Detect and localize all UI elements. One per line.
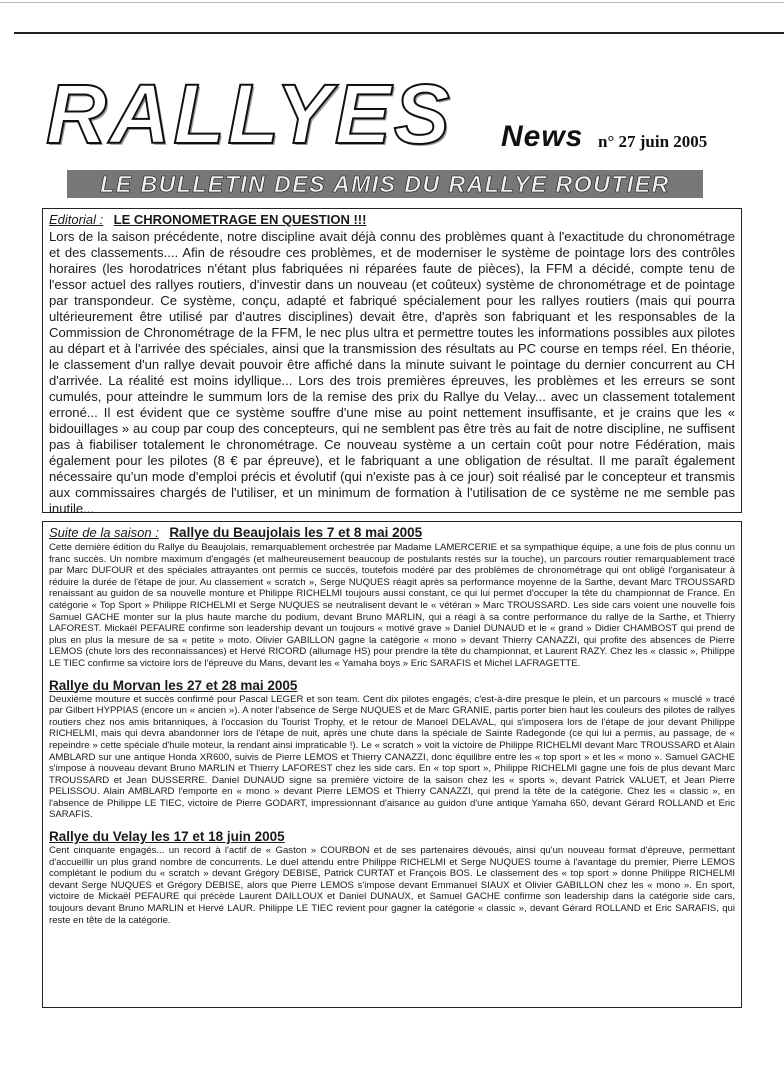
velay-body: Cent cinquante engagés... un record à l'actif de « Gaston » COURBON et de ses partenaires dévoués, ainsi qu'un nouveau format d'épreuve, permettant d'accueillir un plus grand nombre de concurrents. Le duel attendu entre Philippe RICHELMI et Serge NUQUES tourne à l'avantage du premier, Pierre LEMOS complétant le podium du « scratch » devant Grégory DEBISE, Patrick CURTAT et François BOS. Le classement des « top sport » donne Philippe RICHELMI devant Serge NUQUES et Grégory DEBISE, alors que Pierre LEMOS s'impose devant Emmanuel SIAUX et Olivier GABILLON chez les « mono ». En sport, victoire de Mickaël PEFAURE qui précède Laurent DAILLOUX et Daniel DUNAUX, et Samuel GACHE confirme son leadership dans la catégorie side cars, toujours devant Bruno MARLIN et Hervé LAUR. Philippe LE TIEC revient pour gagner la catégorie « classic », devant Gérard ROLLAND et Eric SARAFIS, qui reste en tête de la catégorie. [49,845,735,926]
morvan-body: Deuxième mouture et succès confirmé pour Pascal LEGER et son team. Cent dix pilotes engagés, c'est-à-dire presque le plein, et un parcours « musclé » tracé par Gilbert HYPPIAS (encore un « ancien »). A noter l'absence de Serge NUQUES et de Marc GRANIE, partis porter bien haut les couleurs des pilotes de rallyes routiers chez nos amis britanniques, à l'occasion du Tourist Trophy, et le retour de Manoel DELAVAL, qui s'imposera lors de l'étape de jour devant Philippe RICHELMI, mais qui devra abandonner lors de l'étape de nuit, après une chute dans la spéciale de Sainte Radegonde (ce qui lui a permis, au passage, de « repeindre » cette spéciale d'huile moteur, la rendant ainsi impraticable !). Le « scratch » voit la victoire de Philippe RICHELMI devant Marc TROUSSARD et Alain AMBLARD sur une antique Honda XR600, suivis de Pierre LEMOS et Thierry CANAZZI, donc équilibre entre les « top sport » et les « mono ». Samuel GACHE s'impose à nouveau devant Bruno MARLIN et Thierry LAFOREST chez les side cars. En « top sport », Philippe RICHELMI gagne une fois de plus devant Marc TROUSSARD et Jean DUSSERRE. Daniel DUNAUD signe sa première victoire de la saison chez les « sports », devant Patrick VALUET, et Jean Pierre PELISSOU. Alain AMBLARD l'emporte en « mono » devant Pierre LEMOS et Thierry CANAZZI, qui prend la tête de la catégorie. Chez les « classic », en l'absence de Philippe LE TIEC, victoire de Pierre GODART, impressionnant d'aisance au guidon d'une antique Yamaha 650, devant Gérard ROLLAND et Eric SARAFIS. [49,693,735,821]
beaujolais-title: Rallye du Beaujolais les 7 et 8 mai 2005 [169,525,423,540]
season-label: Suite de la saison : [49,525,159,540]
morvan-title: Rallye du Morvan les 27 et 28 mai 2005 [49,677,298,693]
issue-number: n° 27 juin 2005 [598,132,708,151]
velay-title: Rallye du Velay les 17 et 18 juin 2005 [49,829,285,845]
editorial-heading [49,211,735,229]
season-heading [49,524,735,542]
editorial-body: Lors de la saison précédente, notre discipline avait déjà connu des problèmes quant à l'exactitude du chronométrage et des classements.... Afin de résoudre ces problèmes, et de moderniser le système de pointage lors des contrôles horaires (les horodatrices n'étant plus fabriquées ni réparées faute de pièces), la FFM a décidé, compte tenu de l'essor actuel des rallyes routiers, d'investir dans un nouveau (et coûteux) système de chronométrage et de pointage par transpondeur. Ce système, conçu, adapté et fabriqué spécialement pour les rallyes routiers (mais qui pourra ultérieurement être utilisé par d'autres disciplines) devait être, d'après son fabriquant et les responsables de la Commission de Chronométrage de la FFM, le nec plus ultra et permettre toutes les informations possibles aux pilotes au départ et à l'arrivée des spéciales, ainsi que la transmission des résultats au PC course en temps réel. En théorie, le classement d'un rallye devait pouvoir être affiché dans la minute suivant le pointage du dernier concurrent au CH d'arrivée. La réalité est moins idyllique... Lors des trois premières épreuves, les problèmes et les erreurs se sont cumulés, pour atteindre le summum lors de la remise des prix du Rallye du Velay... avec un classement totalement erroné... Il est évident que ce système souffre d'une mise au point nettement insuffisante, et je crains que les « bidouillages » au coup par coup des concepteurs, qui ne semblent pas être très au fait de notre discipline, ne suffisent pas à fiabiliser totalement le chronométrage. Ce nouveau système a un certain coût pour notre Fédération, mais également pour les pilotes (8 € par épreuve), et le fabriquant a une obligation de résultat. Il me paraît également nécessaire qu'un mode d'emploi précis et évolutif (qui n'existe pas à ce jour) soit réalisé par le concepteur et transmis aux commissaires chargés de l'utiliser, et un minimum de formation à l'utilisation de ce système ne me semble pas inutile... [49,229,735,516]
editorial-box [42,208,742,516]
editorial-label: Editorial : [49,212,104,227]
masthead-title: RALLYES [46,67,453,161]
beaujolais-body: Cette dernière édition du Rallye du Beaujolais, remarquablement orchestrée par Madame LAMERCERIE et sa sympathique équipe, a une fois de plus connu un franc succès. Un nombre maximum d'engagés (et malheureusement beaucoup de postulants restés sur la touche), un parcours routier remarquablement tracé par Marc DUFOUR et des spéciales attrayantes ont permis ce succès, toutefois modéré par des problèmes de chronométrage qui ont obligé l'organisateur à réduire la durée de l'étape de jour. Au classement « scratch », Serge NUQUES réagit après sa performance moyenne de la Sarthe, devant Marc TROUSSARD renaissant au guidon de sa nouvelle monture et Philippe RICHELMI toujours aussi constant, ce qui lui permet d'occuper la tête du championnat de France. En catégorie « Top Sport » Philippe RICHELMI et Serge NUQUES se neutralisent devant le « vétéran » Marc TROUSSARD. Les side cars voient une nouvelle fois Samuel GACHE monter sur la plus haute marche du podium, devant Bruno MARLIN, qui a réagi à sa contre performance du rallye de la Sarthe, et Thierry LAFOREST. Mickaël PEFAURE confirme son leadership devant un toujours « motivé grave » Daniel DUNAUD et le « grand » Didier CHAMBOST qui prend de plus en plus la mesure de sa « petite » moto. Olivier GABILLON gagne la catégorie « mono » devant Thierry CANAZZI, qui profite des absences de Pierre LEMOS (chute lors des reconnaissances) et Hervé RICORD (allumage HS) pour prendre la tête du championnat, et Laurent RAZY. Chez les « classic », Philippe LE TIEC confirme sa victoire lors de l'épreuve du Mans, devant les « Yamaha boys » Eric SARAFIS et Michel LAFRAGETTE. [49,542,735,669]
masthead [46,67,736,162]
masthead-news: News [501,120,584,153]
editorial-title: LE CHRONOMETRAGE EN QUESTION !!! [113,212,367,227]
masthead-subtitle: LE BULLETIN DES AMIS DU RALLYE ROUTIER [67,170,703,198]
top-rule [0,2,784,3]
season-box [42,521,742,1008]
header-rule [14,32,784,34]
